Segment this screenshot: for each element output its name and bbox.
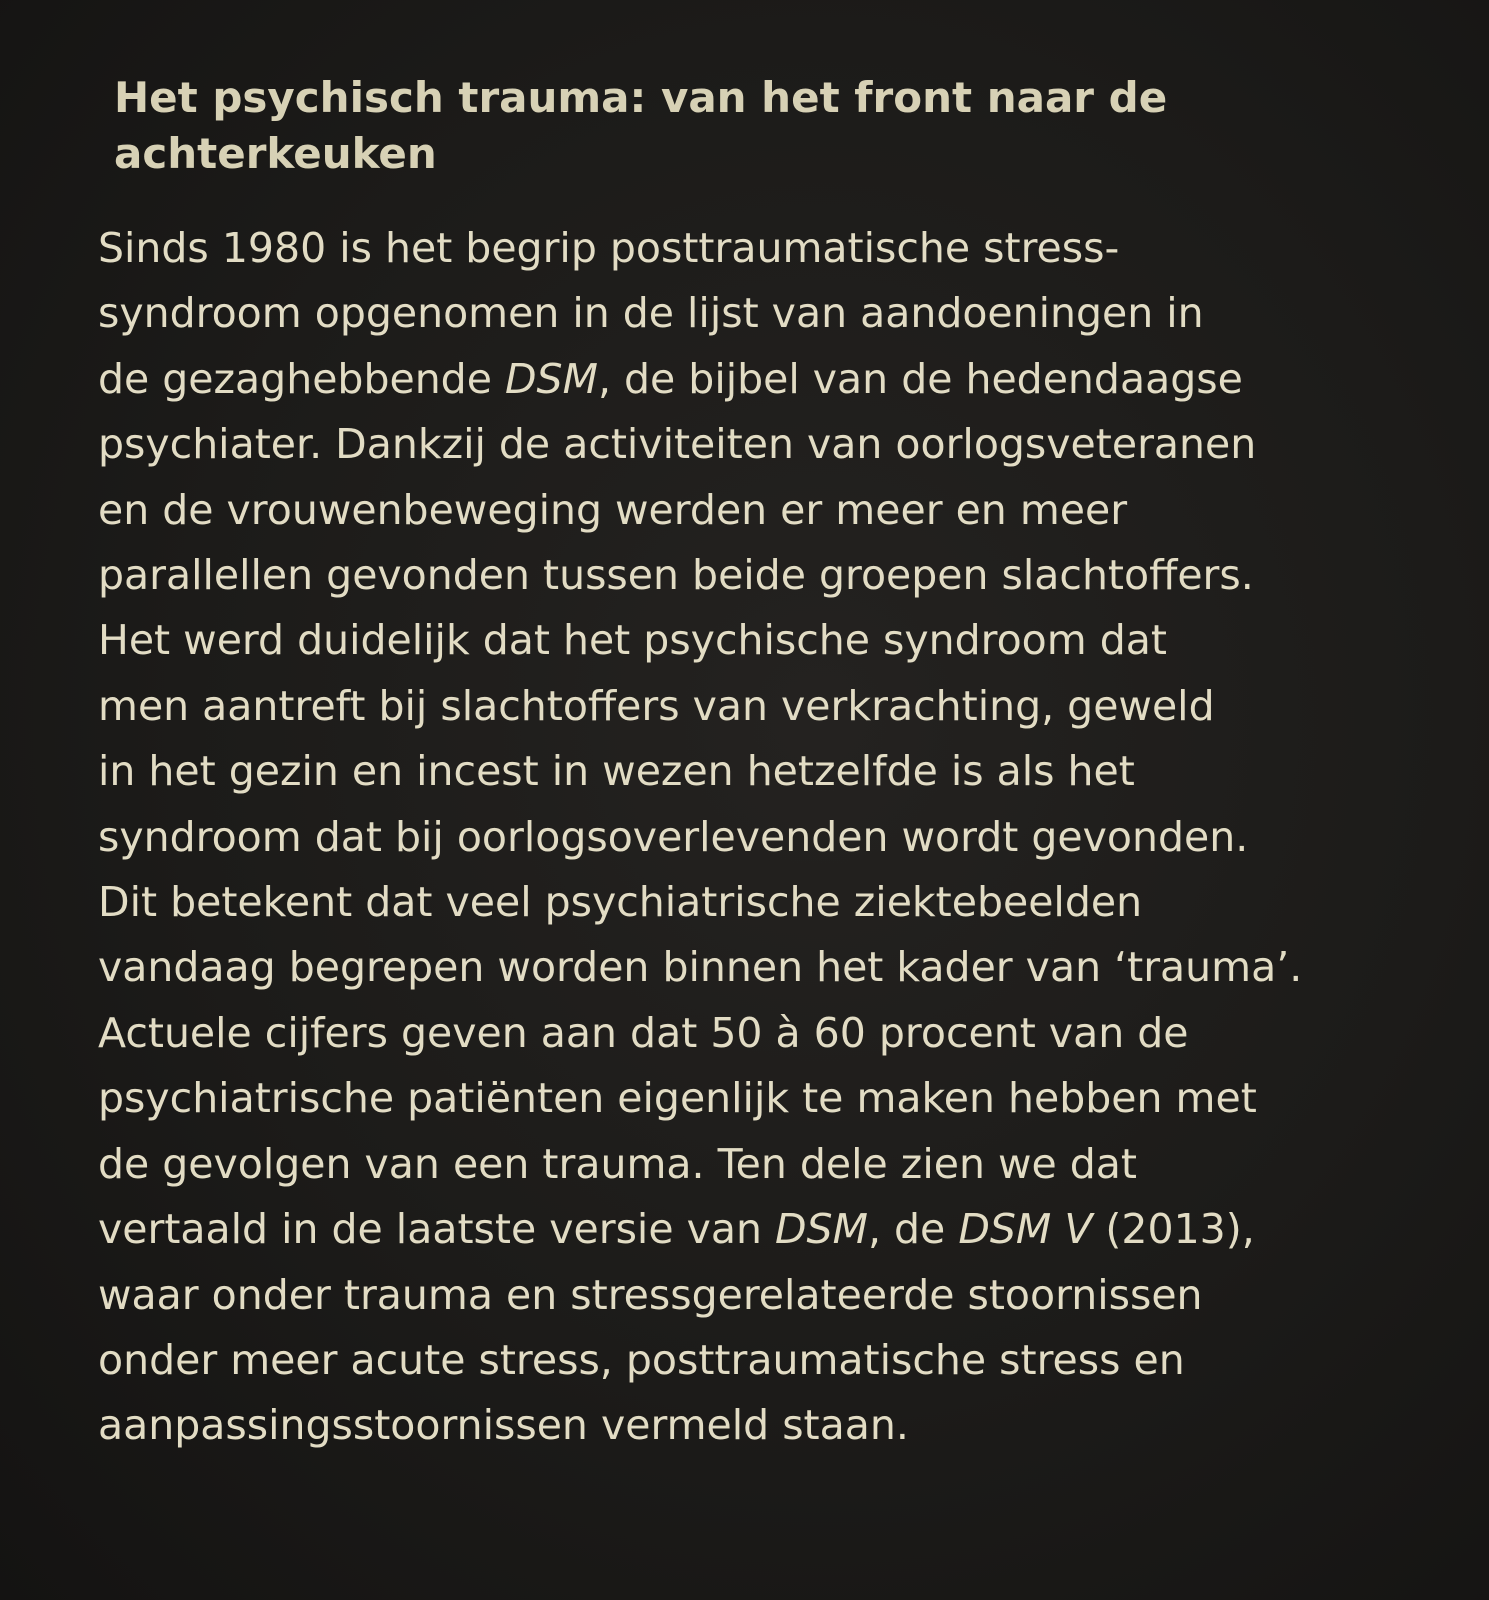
body-line: Actuele cijfers geven aan dat 50 à 60 procent van de — [98, 1008, 1189, 1057]
body-line: vandaag begrepen worden binnen het kader van ‘trauma’. — [98, 943, 1303, 992]
body-text — [98, 216, 1438, 1459]
dsm-v-reference: DSM V — [958, 1205, 1093, 1254]
body-line: waar onder trauma en stressgerelateerde stoornissen — [98, 1270, 1203, 1319]
body-line: aanpassingsstoornissen vermeld staan. — [98, 1401, 909, 1450]
title-line: Het psychisch trauma: van het front naar de — [114, 73, 1168, 122]
body-line: vertaald in de laatste versie van DSM, de DSM V (2013), — [98, 1205, 1255, 1254]
body-line: parallellen gevonden tussen beide groepen slachtoffers. — [98, 551, 1254, 600]
body-line: de gezaghebbende DSM, de bijbel van de hedendaagse — [98, 354, 1243, 403]
body-line: in het gezin en incest in wezen hetzelfde is als het — [98, 747, 1135, 796]
body-line: Dit betekent dat veel psychiatrische ziektebeelden — [98, 878, 1143, 927]
body-line: Het werd duidelijk dat het psychische syndroom dat — [98, 616, 1167, 665]
dsm-reference: DSM — [774, 1205, 868, 1254]
body-line: syndroom opgenomen in de lijst van aandoeningen in — [98, 289, 1204, 338]
body-line: psychiater. Dankzij de activiteiten van oorlogsveteranen — [98, 420, 1257, 469]
body-line: men aantreft bij slachtoffers van verkrachting, geweld — [98, 681, 1215, 730]
title-line: achterkeuken — [114, 129, 437, 178]
body-line: Sinds 1980 is het begrip posttraumatische stress- — [98, 224, 1120, 272]
body-line: de gevolgen van een trauma. Ten dele zien we dat — [98, 1139, 1137, 1188]
body-line: syndroom dat bij oorlogsoverlevenden wordt gevonden. — [98, 812, 1249, 861]
dsm-reference: DSM — [504, 354, 598, 403]
body-line: en de vrouwenbeweging werden er meer en meer — [98, 485, 1128, 534]
body-line: psychiatrische patiënten eigenlijk te maken hebben met — [98, 1074, 1257, 1123]
body-line: onder meer acute stress, posttraumatische stress en — [98, 1335, 1185, 1384]
panel-title — [114, 70, 1374, 182]
